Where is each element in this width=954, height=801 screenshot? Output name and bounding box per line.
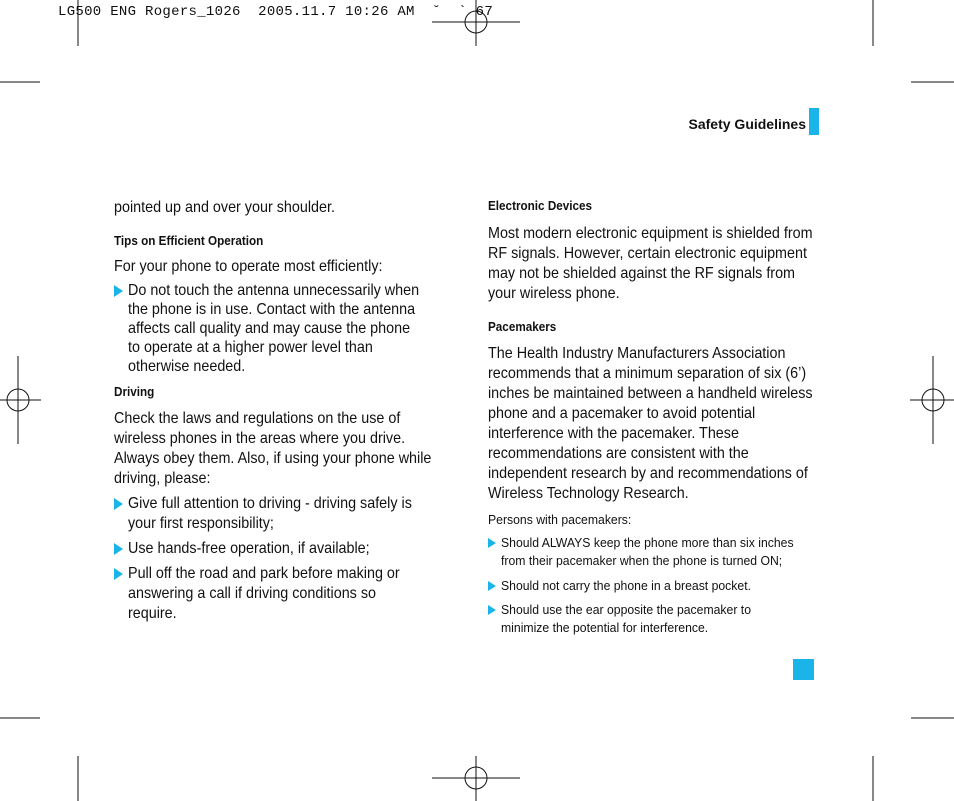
driving-text: Check the laws and regulations on the use of wireless phones in the areas where you drive. Always obey them. Also, if using your phone while driving, please: bbox=[114, 410, 432, 487]
registration-target-top bbox=[432, 0, 520, 46]
bullet-arrow-icon bbox=[114, 285, 123, 297]
right-column bbox=[488, 198, 820, 637]
left-column bbox=[114, 198, 449, 624]
section-tab-marker bbox=[809, 108, 819, 135]
page-tab-marker bbox=[793, 659, 814, 680]
pacemaker-bullet-text: Should not carry the phone in a breast pocket. bbox=[501, 578, 751, 593]
bullet-arrow-icon bbox=[488, 605, 496, 615]
driving-bullet-text: Use hands-free operation, if available; bbox=[128, 540, 370, 557]
registration-target-left bbox=[0, 356, 41, 444]
bullet-arrow-icon bbox=[114, 498, 123, 510]
driving-bullet bbox=[114, 564, 449, 624]
intro-text: pointed up and over your shoulder. bbox=[114, 199, 335, 216]
pacemaker-bullet bbox=[488, 534, 820, 570]
pacemakers-heading: Pacemakers bbox=[488, 319, 557, 334]
electronic-devices-heading: Electronic Devices bbox=[488, 198, 593, 213]
registration-target-bottom bbox=[432, 756, 520, 801]
persons-with-pacemakers-label: Persons with pacemakers: bbox=[488, 512, 632, 527]
tips-bullet-text: Do not touch the antenna unnecessarily when the phone is in use. Contact with the antenna affects call quality and may cause the phone to operate at a higher power level than otherwise needed. bbox=[128, 282, 420, 375]
pacemaker-bullet bbox=[488, 577, 820, 595]
electronic-devices-text: Most modern electronic equipment is shielded from RF signals. However, certain electronic equipment may not be shielded against the RF signals from your wireless phone. bbox=[488, 225, 813, 302]
tips-bullet bbox=[114, 281, 449, 376]
driving-heading: Driving bbox=[114, 384, 155, 399]
section-title: Safety Guidelines bbox=[688, 116, 806, 132]
pacemakers-text: The Health Industry Manufacturers Association recommends that a minimum separation of six (6’) inches be maintained between a handheld wireless phone and a pacemaker to avoid potential interference with the pacemaker. These recommendations are consistent with the independent research by and recommendations of Wireless Technology Research. bbox=[488, 345, 813, 502]
driving-bullet bbox=[114, 494, 449, 534]
bullet-arrow-icon bbox=[488, 581, 496, 591]
bullet-arrow-icon bbox=[114, 543, 123, 555]
tips-heading: Tips on Efficient Operation bbox=[114, 233, 264, 248]
bullet-arrow-icon bbox=[488, 538, 496, 548]
driving-bullet-text: Pull off the road and park before making or answering a call if driving conditions so require. bbox=[128, 565, 400, 622]
pacemaker-bullet bbox=[488, 601, 820, 637]
registration-target-right bbox=[910, 356, 954, 444]
print-slug: LG500 ENG Rogers_1026 2005.11.7 10:26 AM ˘ ` 67 bbox=[58, 4, 494, 20]
tips-intro: For your phone to operate most efficiently: bbox=[114, 258, 383, 275]
driving-bullet bbox=[114, 539, 449, 559]
driving-bullet-text: Give full attention to driving - driving safely is your first responsibility; bbox=[128, 495, 412, 532]
bullet-arrow-icon bbox=[114, 568, 123, 580]
pacemaker-bullet-text: Should use the ear opposite the pacemaker to minimize the potential for interference. bbox=[501, 602, 752, 635]
pacemaker-bullet-text: Should ALWAYS keep the phone more than six inches from their pacemaker when the phone is turned ON; bbox=[501, 535, 794, 568]
